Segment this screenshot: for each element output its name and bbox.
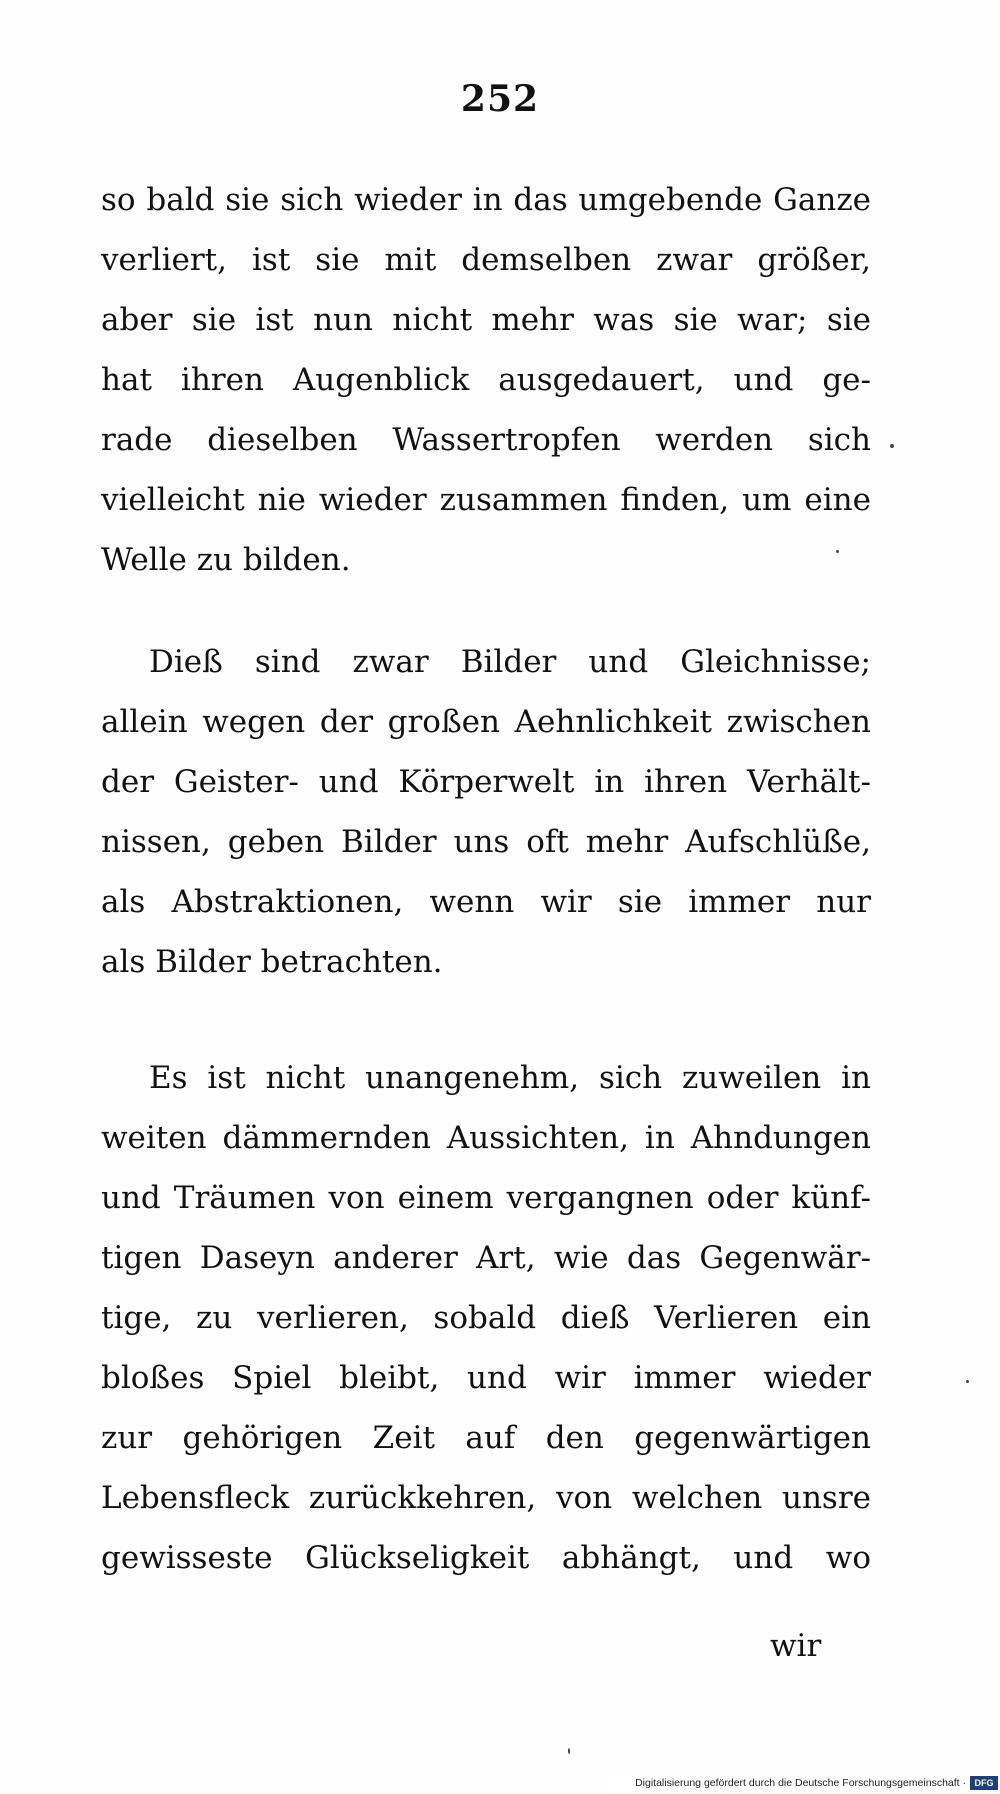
text-line: gewisseste Glückseligkeit abhängt, und wo: [101, 1540, 871, 1576]
text-line: als Abstraktionen, wenn wir sie immer nur: [101, 884, 871, 920]
text-line: als Bilder betrachten.: [101, 944, 443, 980]
dfg-logo-icon: DFG: [970, 1776, 998, 1790]
text-line: tigen Daseyn anderer Art, wie das Gegenwär-: [101, 1240, 871, 1276]
page-number: 252: [460, 78, 540, 120]
text-line: rade dieselben Wassertropfen werden sich: [101, 422, 871, 458]
catchword: wir: [770, 1628, 822, 1664]
text-line: Welle zu bilden.: [101, 542, 351, 578]
text-line: allein wegen der großen Aehnlichkeit zwischen: [101, 704, 871, 740]
footer-text: Digitalisierung gefördert durch die Deutsche Forschungsgemeinschaft ·: [635, 1777, 966, 1789]
text-line: Lebensfleck zurückkehren, von welchen unsre: [101, 1480, 871, 1516]
digitization-footer: [604, 1772, 1000, 1794]
text-line: vielleicht nie wieder zusammen finden, um eine: [101, 482, 871, 518]
text-line: und Träumen von einem vergangnen oder künf-: [101, 1180, 871, 1216]
scan-speck: [836, 550, 839, 553]
text-line: der Geister- und Körperwelt in ihren Verhält-: [101, 764, 871, 800]
text-line: bloßes Spiel bleibt, und wir immer wieder: [101, 1360, 871, 1396]
paragraph-1: [101, 170, 871, 590]
text-line: verliert, ist sie mit demselben zwar größer,: [101, 242, 871, 278]
text-line: tige, zu verlieren, sobald dieß Verlieren ein: [101, 1300, 871, 1336]
text-line: Dieß sind zwar Bilder und Gleichnisse;: [149, 644, 871, 680]
text-line: Es ist nicht unangenehm, sich zuweilen in: [149, 1060, 871, 1096]
text-line: aber sie ist nun nicht mehr was sie war; sie: [101, 302, 871, 338]
scan-speck: [890, 444, 894, 448]
paragraph-3: [101, 1048, 871, 1588]
paragraph-2: [101, 632, 871, 992]
scan-speck: [568, 1748, 570, 1754]
text-line: so bald sie sich wieder in das umgebende Ganze: [101, 182, 871, 218]
text-line: hat ihren Augenblick ausgedauert, und ge-: [101, 362, 871, 398]
text-line: weiten dämmernden Aussichten, in Ahndungen: [101, 1120, 871, 1156]
scan-speck: [966, 1380, 969, 1383]
text-line: nissen, geben Bilder uns oft mehr Aufschlüße,: [101, 824, 871, 860]
text-line: zur gehörigen Zeit auf den gegenwärtigen: [101, 1420, 871, 1456]
